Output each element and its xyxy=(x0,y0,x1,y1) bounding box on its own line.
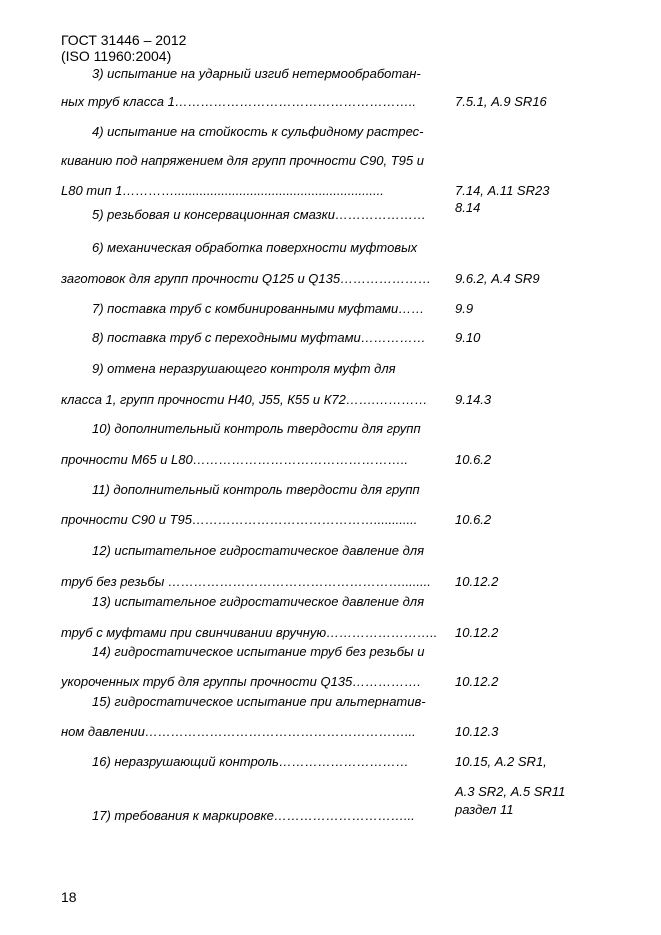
list-item-text: 14) гидростатическое испытание труб без резьбы и xyxy=(92,644,425,659)
clause-reference: 8.14 xyxy=(455,200,481,215)
list-item-text: 5) резьбовая и консервационная смазки………………… xyxy=(92,207,427,222)
clause-reference: 10.12.2 xyxy=(455,625,499,640)
list-item-text: класса 1, групп прочности Н40, J55, К55 и К72…….………… xyxy=(61,392,428,407)
list-item-text: ном давлении……………………………………………………... xyxy=(61,724,416,739)
clause-reference: 10.6.2 xyxy=(455,452,492,467)
list-item-text: ных труб класса 1……………………………………………….. xyxy=(61,94,417,109)
list-item-text: 16) неразрушающий контроль………………………… xyxy=(92,754,409,769)
list-item-text: 17) требования к маркировке…………………………... xyxy=(92,808,415,823)
list-item-text: укороченных труб для группы прочности Q135……………. xyxy=(61,674,421,689)
list-item-text: 4) испытание на стойкость к сульфидному растрес- xyxy=(92,124,424,139)
iso-reference: (ISO 11960:2004) xyxy=(61,48,172,64)
clause-reference: А.3 SR2, А.5 SR11 xyxy=(455,784,566,799)
page-number: 18 xyxy=(61,889,77,905)
list-item-text: 8) поставка труб с переходными муфтами…………… xyxy=(92,330,426,345)
list-item-text: заготовок для групп прочности Q125 и Q135………………… xyxy=(61,271,432,286)
clause-reference: 7.14, А.11 SR23 xyxy=(455,183,550,198)
list-item-text: труб без резьбы ………………………………………………........ xyxy=(61,574,431,589)
clause-reference: 10.15, А.2 SR1, xyxy=(455,754,547,769)
clause-reference: 10.12.2 xyxy=(455,674,499,689)
standard-number: ГОСТ 31446 – 2012 xyxy=(61,32,187,48)
list-item-text: 13) испытательное гидростатическое давление для xyxy=(92,594,425,609)
list-item-text: 7) поставка труб с комбинированными муфтами…… xyxy=(92,301,425,316)
list-item-text: 12) испытательное гидростатическое давление для xyxy=(92,543,425,558)
list-item-text: 3) испытание на ударный изгиб нетермообработан- xyxy=(92,66,421,81)
list-item-text: прочности С90 и Т95……………………………………............ xyxy=(61,512,418,527)
clause-reference: 9.9 xyxy=(455,301,474,316)
clause-reference: 10.12.3 xyxy=(455,724,499,739)
clause-reference: 7.5.1, А.9 SR16 xyxy=(455,94,547,109)
clause-reference: 10.6.2 xyxy=(455,512,492,527)
list-item-text: 10) дополнительный контроль твердости для групп xyxy=(92,421,421,436)
clause-reference: 9.14.3 xyxy=(455,392,492,407)
list-item-text: 15) гидростатическое испытание при альтернатив- xyxy=(92,694,426,709)
clause-reference: 10.12.2 xyxy=(455,574,499,589)
list-item-text: 6) механическая обработка поверхности муфтовых xyxy=(92,240,418,255)
clause-reference: 9.6.2, А.4 SR9 xyxy=(455,271,540,286)
clause-reference: 9.10 xyxy=(455,330,481,345)
list-item-text: прочности М65 и L80………………………………………….. xyxy=(61,452,408,467)
clause-reference: раздел 11 xyxy=(455,802,514,817)
list-item-text: L80 тип 1………….......................................................... xyxy=(61,183,384,198)
list-item-text: 9) отмена неразрушающего контроля муфт для xyxy=(92,361,396,376)
list-item-text: киванию под напряжением для групп прочности С90, Т95 и xyxy=(61,153,424,168)
list-item-text: труб с муфтами при свинчивании вручную…………………….. xyxy=(61,625,438,640)
list-item-text: 11) дополнительный контроль твердости для групп xyxy=(92,482,420,497)
